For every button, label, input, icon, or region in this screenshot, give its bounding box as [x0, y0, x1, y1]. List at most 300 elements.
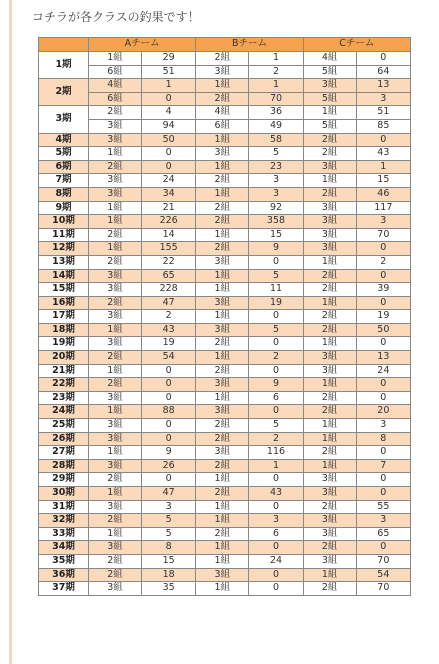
- class-cell: 1組: [196, 554, 249, 568]
- class-cell: 2組: [303, 269, 356, 283]
- table-row: [39, 283, 411, 297]
- catch-count-cell: 0: [356, 446, 410, 460]
- table-row: [39, 133, 411, 147]
- class-cell: 2組: [89, 106, 142, 120]
- catch-count-cell: 5: [249, 269, 303, 283]
- class-cell: 2組: [196, 527, 249, 541]
- period-cell: 31期: [39, 500, 89, 514]
- catch-count-cell: 46: [356, 187, 410, 201]
- catch-count-cell: 51: [142, 65, 196, 79]
- class-cell: 2組: [196, 432, 249, 446]
- catch-count-cell: 3: [249, 514, 303, 528]
- catch-count-cell: 23: [249, 160, 303, 174]
- catch-count-cell: 358: [249, 215, 303, 229]
- class-cell: 1組: [196, 514, 249, 528]
- class-cell: 1組: [196, 500, 249, 514]
- catch-count-cell: 0: [142, 473, 196, 487]
- table-row: [39, 391, 411, 405]
- catch-count-cell: 4: [142, 106, 196, 120]
- catch-count-cell: 65: [142, 269, 196, 283]
- catch-count-cell: 0: [356, 541, 410, 555]
- class-cell: 3組: [303, 351, 356, 365]
- class-cell: 2組: [303, 283, 356, 297]
- catch-count-cell: 64: [356, 65, 410, 79]
- catch-count-cell: 5: [249, 419, 303, 433]
- catch-count-cell: 0: [142, 147, 196, 161]
- class-cell: 1組: [89, 405, 142, 419]
- catch-count-cell: 13: [356, 351, 410, 365]
- period-cell: 21期: [39, 364, 89, 378]
- period-cell: 24期: [39, 405, 89, 419]
- catch-count-cell: 15: [142, 554, 196, 568]
- class-cell: 1組: [89, 364, 142, 378]
- class-cell: 1組: [196, 133, 249, 147]
- class-cell: 1組: [303, 459, 356, 473]
- catch-count-cell: 3: [249, 174, 303, 188]
- table-row: [39, 351, 411, 365]
- catch-count-cell: 1: [249, 459, 303, 473]
- header-team-a: Aチーム: [89, 38, 196, 52]
- catch-count-cell: 0: [356, 269, 410, 283]
- period-cell: 28期: [39, 459, 89, 473]
- catch-count-cell: 43: [142, 323, 196, 337]
- class-cell: 1組: [196, 351, 249, 365]
- period-cell: 30期: [39, 487, 89, 501]
- class-cell: 3組: [196, 568, 249, 582]
- table-row: [39, 473, 411, 487]
- period-cell: 15期: [39, 283, 89, 297]
- catch-count-cell: 0: [356, 378, 410, 392]
- catch-count-cell: 228: [142, 283, 196, 297]
- class-cell: 4組: [196, 106, 249, 120]
- catch-count-cell: 0: [249, 568, 303, 582]
- catch-count-cell: 47: [142, 296, 196, 310]
- class-cell: 2組: [196, 242, 249, 256]
- catch-count-cell: 24: [356, 364, 410, 378]
- class-cell: 4組: [303, 52, 356, 66]
- class-cell: 3組: [303, 554, 356, 568]
- table-row: [39, 296, 411, 310]
- catch-count-cell: 54: [142, 351, 196, 365]
- table-row: [39, 568, 411, 582]
- catch-count-cell: 85: [356, 119, 410, 133]
- period-cell: 1期: [39, 52, 89, 79]
- catch-count-cell: 0: [142, 378, 196, 392]
- catch-count-cell: 92: [249, 201, 303, 215]
- results-table: [38, 37, 411, 596]
- class-cell: 2組: [89, 568, 142, 582]
- class-cell: 3組: [89, 582, 142, 596]
- catch-count-cell: 39: [356, 283, 410, 297]
- period-cell: 22期: [39, 378, 89, 392]
- page-left-border: [9, 0, 12, 664]
- catch-count-cell: 35: [142, 582, 196, 596]
- catch-count-cell: 116: [249, 446, 303, 460]
- class-cell: 2組: [196, 419, 249, 433]
- period-cell: 36期: [39, 568, 89, 582]
- table-row: [39, 106, 411, 120]
- catch-count-cell: 6: [249, 391, 303, 405]
- period-cell: 35期: [39, 554, 89, 568]
- catch-count-cell: 0: [142, 92, 196, 106]
- table-row: [39, 269, 411, 283]
- catch-count-cell: 0: [142, 391, 196, 405]
- catch-count-cell: 0: [249, 582, 303, 596]
- catch-count-cell: 7: [356, 459, 410, 473]
- catch-count-cell: 70: [249, 92, 303, 106]
- catch-count-cell: 9: [142, 446, 196, 460]
- class-cell: 4組: [89, 79, 142, 93]
- class-cell: 1組: [303, 419, 356, 433]
- class-cell: 2組: [303, 187, 356, 201]
- table-row: [39, 147, 411, 161]
- table-row: [39, 378, 411, 392]
- class-cell: 1組: [303, 255, 356, 269]
- class-cell: 3組: [89, 432, 142, 446]
- period-cell: 27期: [39, 446, 89, 460]
- class-cell: 1組: [196, 582, 249, 596]
- class-cell: 1組: [196, 473, 249, 487]
- period-cell: 19期: [39, 337, 89, 351]
- catch-count-cell: 24: [142, 174, 196, 188]
- period-cell: 16期: [39, 296, 89, 310]
- catch-count-cell: 1: [356, 160, 410, 174]
- class-cell: 2組: [303, 582, 356, 596]
- header-period: [39, 38, 89, 52]
- class-cell: 5組: [303, 65, 356, 79]
- class-cell: 3組: [89, 119, 142, 133]
- class-cell: 1組: [89, 487, 142, 501]
- catch-count-cell: 47: [142, 487, 196, 501]
- catch-count-cell: 155: [142, 242, 196, 256]
- class-cell: 3組: [303, 514, 356, 528]
- class-cell: 2組: [303, 405, 356, 419]
- class-cell: 1組: [89, 215, 142, 229]
- class-cell: 3組: [89, 133, 142, 147]
- catch-count-cell: 34: [142, 187, 196, 201]
- class-cell: 2組: [196, 337, 249, 351]
- period-cell: 9期: [39, 201, 89, 215]
- class-cell: 3組: [196, 323, 249, 337]
- catch-count-cell: 0: [249, 364, 303, 378]
- class-cell: 1組: [196, 541, 249, 555]
- catch-count-cell: 36: [249, 106, 303, 120]
- catch-count-cell: 0: [249, 337, 303, 351]
- period-cell: 7期: [39, 174, 89, 188]
- class-cell: 3組: [196, 405, 249, 419]
- catch-count-cell: 70: [356, 582, 410, 596]
- class-cell: 5組: [303, 119, 356, 133]
- catch-count-cell: 50: [356, 323, 410, 337]
- class-cell: 6組: [89, 92, 142, 106]
- class-cell: 1組: [89, 527, 142, 541]
- class-cell: 1組: [196, 310, 249, 324]
- class-cell: 2組: [303, 541, 356, 555]
- catch-count-cell: 0: [356, 337, 410, 351]
- class-cell: 1組: [303, 378, 356, 392]
- class-cell: 1組: [303, 432, 356, 446]
- class-cell: 6組: [196, 119, 249, 133]
- class-cell: 3組: [89, 459, 142, 473]
- class-cell: 1組: [196, 79, 249, 93]
- catch-count-cell: 0: [356, 52, 410, 66]
- table-row: [39, 446, 411, 460]
- period-cell: 14期: [39, 269, 89, 283]
- class-cell: 2組: [303, 323, 356, 337]
- period-cell: 33期: [39, 527, 89, 541]
- class-cell: 3組: [303, 242, 356, 256]
- table-row: [39, 459, 411, 473]
- catch-count-cell: 49: [249, 119, 303, 133]
- period-cell: 25期: [39, 419, 89, 433]
- class-cell: 3組: [196, 296, 249, 310]
- catch-count-cell: 3: [356, 92, 410, 106]
- period-cell: 20期: [39, 351, 89, 365]
- catch-count-cell: 18: [142, 568, 196, 582]
- catch-count-cell: 0: [356, 242, 410, 256]
- catch-count-cell: 2: [249, 432, 303, 446]
- period-cell: 29期: [39, 473, 89, 487]
- class-cell: 1組: [196, 228, 249, 242]
- table-row: [39, 215, 411, 229]
- table-row: [39, 174, 411, 188]
- class-cell: 2組: [196, 487, 249, 501]
- catch-count-cell: 3: [356, 514, 410, 528]
- class-cell: 6組: [89, 65, 142, 79]
- catch-count-cell: 13: [356, 79, 410, 93]
- period-cell: 11期: [39, 228, 89, 242]
- class-cell: 2組: [303, 500, 356, 514]
- catch-count-cell: 117: [356, 201, 410, 215]
- catch-count-cell: 0: [356, 473, 410, 487]
- catch-count-cell: 0: [142, 160, 196, 174]
- catch-count-cell: 2: [356, 255, 410, 269]
- class-cell: 1組: [303, 174, 356, 188]
- results-body: [39, 52, 411, 596]
- table-row: [39, 228, 411, 242]
- class-cell: 3組: [89, 391, 142, 405]
- table-row: [39, 310, 411, 324]
- header-team-c: Cチーム: [303, 38, 410, 52]
- period-cell: 18期: [39, 323, 89, 337]
- class-cell: 2組: [196, 364, 249, 378]
- catch-count-cell: 5: [249, 147, 303, 161]
- catch-count-cell: 3: [356, 419, 410, 433]
- class-cell: 2組: [89, 351, 142, 365]
- table-header-row: [39, 38, 411, 52]
- catch-count-cell: 54: [356, 568, 410, 582]
- class-cell: 3組: [303, 79, 356, 93]
- catch-count-cell: 0: [356, 296, 410, 310]
- class-cell: 2組: [89, 296, 142, 310]
- catch-count-cell: 58: [249, 133, 303, 147]
- catch-count-cell: 5: [142, 527, 196, 541]
- catch-count-cell: 24: [249, 554, 303, 568]
- class-cell: 1組: [89, 147, 142, 161]
- catch-count-cell: 19: [142, 337, 196, 351]
- table-row: [39, 432, 411, 446]
- catch-count-cell: 43: [249, 487, 303, 501]
- catch-count-cell: 1: [142, 79, 196, 93]
- class-cell: 3組: [89, 500, 142, 514]
- class-cell: 1組: [196, 269, 249, 283]
- class-cell: 1組: [89, 446, 142, 460]
- class-cell: 1組: [196, 391, 249, 405]
- period-cell: 2期: [39, 79, 89, 106]
- class-cell: 3組: [303, 527, 356, 541]
- catch-count-cell: 70: [356, 554, 410, 568]
- class-cell: 2組: [89, 228, 142, 242]
- catch-count-cell: 0: [356, 487, 410, 501]
- catch-count-cell: 19: [356, 310, 410, 324]
- class-cell: 2組: [303, 391, 356, 405]
- catch-count-cell: 0: [142, 419, 196, 433]
- class-cell: 3組: [303, 473, 356, 487]
- class-cell: 5組: [303, 92, 356, 106]
- catch-count-cell: 0: [356, 391, 410, 405]
- catch-count-cell: 1: [249, 52, 303, 66]
- period-cell: 10期: [39, 215, 89, 229]
- class-cell: 3組: [89, 269, 142, 283]
- period-cell: 5期: [39, 147, 89, 161]
- catch-count-cell: 2: [249, 351, 303, 365]
- catch-count-cell: 15: [356, 174, 410, 188]
- catch-count-cell: 9: [249, 378, 303, 392]
- period-cell: 13期: [39, 255, 89, 269]
- class-cell: 2組: [196, 92, 249, 106]
- class-cell: 2組: [196, 174, 249, 188]
- period-cell: 32期: [39, 514, 89, 528]
- catch-count-cell: 29: [142, 52, 196, 66]
- catch-count-cell: 0: [249, 473, 303, 487]
- period-cell: 4期: [39, 133, 89, 147]
- class-cell: 3組: [89, 174, 142, 188]
- class-cell: 1組: [303, 106, 356, 120]
- table-row: [39, 242, 411, 256]
- class-cell: 1組: [303, 296, 356, 310]
- catch-count-cell: 21: [142, 201, 196, 215]
- period-cell: 12期: [39, 242, 89, 256]
- catch-count-cell: 0: [249, 255, 303, 269]
- class-cell: 2組: [196, 52, 249, 66]
- catch-count-cell: 5: [142, 514, 196, 528]
- class-cell: 3組: [196, 378, 249, 392]
- catch-count-cell: 19: [249, 296, 303, 310]
- catch-count-cell: 8: [142, 541, 196, 555]
- catch-count-cell: 43: [356, 147, 410, 161]
- class-cell: 3組: [89, 541, 142, 555]
- catch-count-cell: 9: [249, 242, 303, 256]
- period-cell: 23期: [39, 391, 89, 405]
- table-row: [39, 160, 411, 174]
- catch-count-cell: 94: [142, 119, 196, 133]
- table-row: [39, 255, 411, 269]
- catch-count-cell: 14: [142, 228, 196, 242]
- catch-count-cell: 20: [356, 405, 410, 419]
- catch-count-cell: 2: [142, 310, 196, 324]
- catch-count-cell: 3: [356, 215, 410, 229]
- catch-count-cell: 0: [249, 310, 303, 324]
- table-row: [39, 201, 411, 215]
- catch-count-cell: 226: [142, 215, 196, 229]
- period-cell: 34期: [39, 541, 89, 555]
- class-cell: 3組: [196, 65, 249, 79]
- catch-count-cell: 88: [142, 405, 196, 419]
- table-row: [39, 541, 411, 555]
- class-cell: 3組: [89, 310, 142, 324]
- class-cell: 2組: [89, 473, 142, 487]
- catch-count-cell: 70: [356, 228, 410, 242]
- catch-count-cell: 6: [249, 527, 303, 541]
- catch-count-cell: 2: [249, 65, 303, 79]
- class-cell: 2組: [89, 514, 142, 528]
- catch-count-cell: 0: [356, 133, 410, 147]
- class-cell: 2組: [196, 459, 249, 473]
- class-cell: 2組: [89, 554, 142, 568]
- class-cell: 3組: [89, 337, 142, 351]
- table-row: [39, 514, 411, 528]
- table-row: [39, 364, 411, 378]
- class-cell: 1組: [196, 187, 249, 201]
- period-cell: 26期: [39, 432, 89, 446]
- class-cell: 3組: [196, 255, 249, 269]
- class-cell: 3組: [303, 487, 356, 501]
- class-cell: 1組: [89, 201, 142, 215]
- header-team-b: Bチーム: [196, 38, 303, 52]
- class-cell: 3組: [303, 201, 356, 215]
- period-cell: 6期: [39, 160, 89, 174]
- class-cell: 3組: [89, 419, 142, 433]
- table-row: [39, 582, 411, 596]
- catch-count-cell: 22: [142, 255, 196, 269]
- class-cell: 2組: [303, 310, 356, 324]
- catch-count-cell: 0: [249, 405, 303, 419]
- period-cell: 8期: [39, 187, 89, 201]
- table-row: [39, 79, 411, 93]
- intro-text: コチラが各クラスの釣果です！: [32, 10, 200, 24]
- class-cell: 2組: [89, 255, 142, 269]
- table-row: [39, 92, 411, 106]
- class-cell: 1組: [196, 283, 249, 297]
- class-cell: 3組: [303, 215, 356, 229]
- catch-count-cell: 5: [249, 323, 303, 337]
- catch-count-cell: 0: [249, 500, 303, 514]
- class-cell: 3組: [89, 187, 142, 201]
- catch-count-cell: 1: [249, 79, 303, 93]
- class-cell: 1組: [89, 52, 142, 66]
- class-cell: 2組: [303, 446, 356, 460]
- class-cell: 1組: [196, 160, 249, 174]
- table-row: [39, 323, 411, 337]
- table-row: [39, 527, 411, 541]
- catch-count-cell: 0: [142, 364, 196, 378]
- class-cell: 3組: [303, 160, 356, 174]
- table-row: [39, 119, 411, 133]
- class-cell: 2組: [196, 201, 249, 215]
- class-cell: 1組: [303, 568, 356, 582]
- class-cell: 3組: [196, 446, 249, 460]
- table-row: [39, 52, 411, 66]
- catch-count-cell: 55: [356, 500, 410, 514]
- class-cell: 3組: [303, 364, 356, 378]
- class-cell: 2組: [196, 215, 249, 229]
- class-cell: 1組: [303, 337, 356, 351]
- class-cell: 2組: [89, 378, 142, 392]
- catch-count-cell: 65: [356, 527, 410, 541]
- class-cell: 2組: [89, 160, 142, 174]
- catch-count-cell: 15: [249, 228, 303, 242]
- class-cell: 1組: [89, 323, 142, 337]
